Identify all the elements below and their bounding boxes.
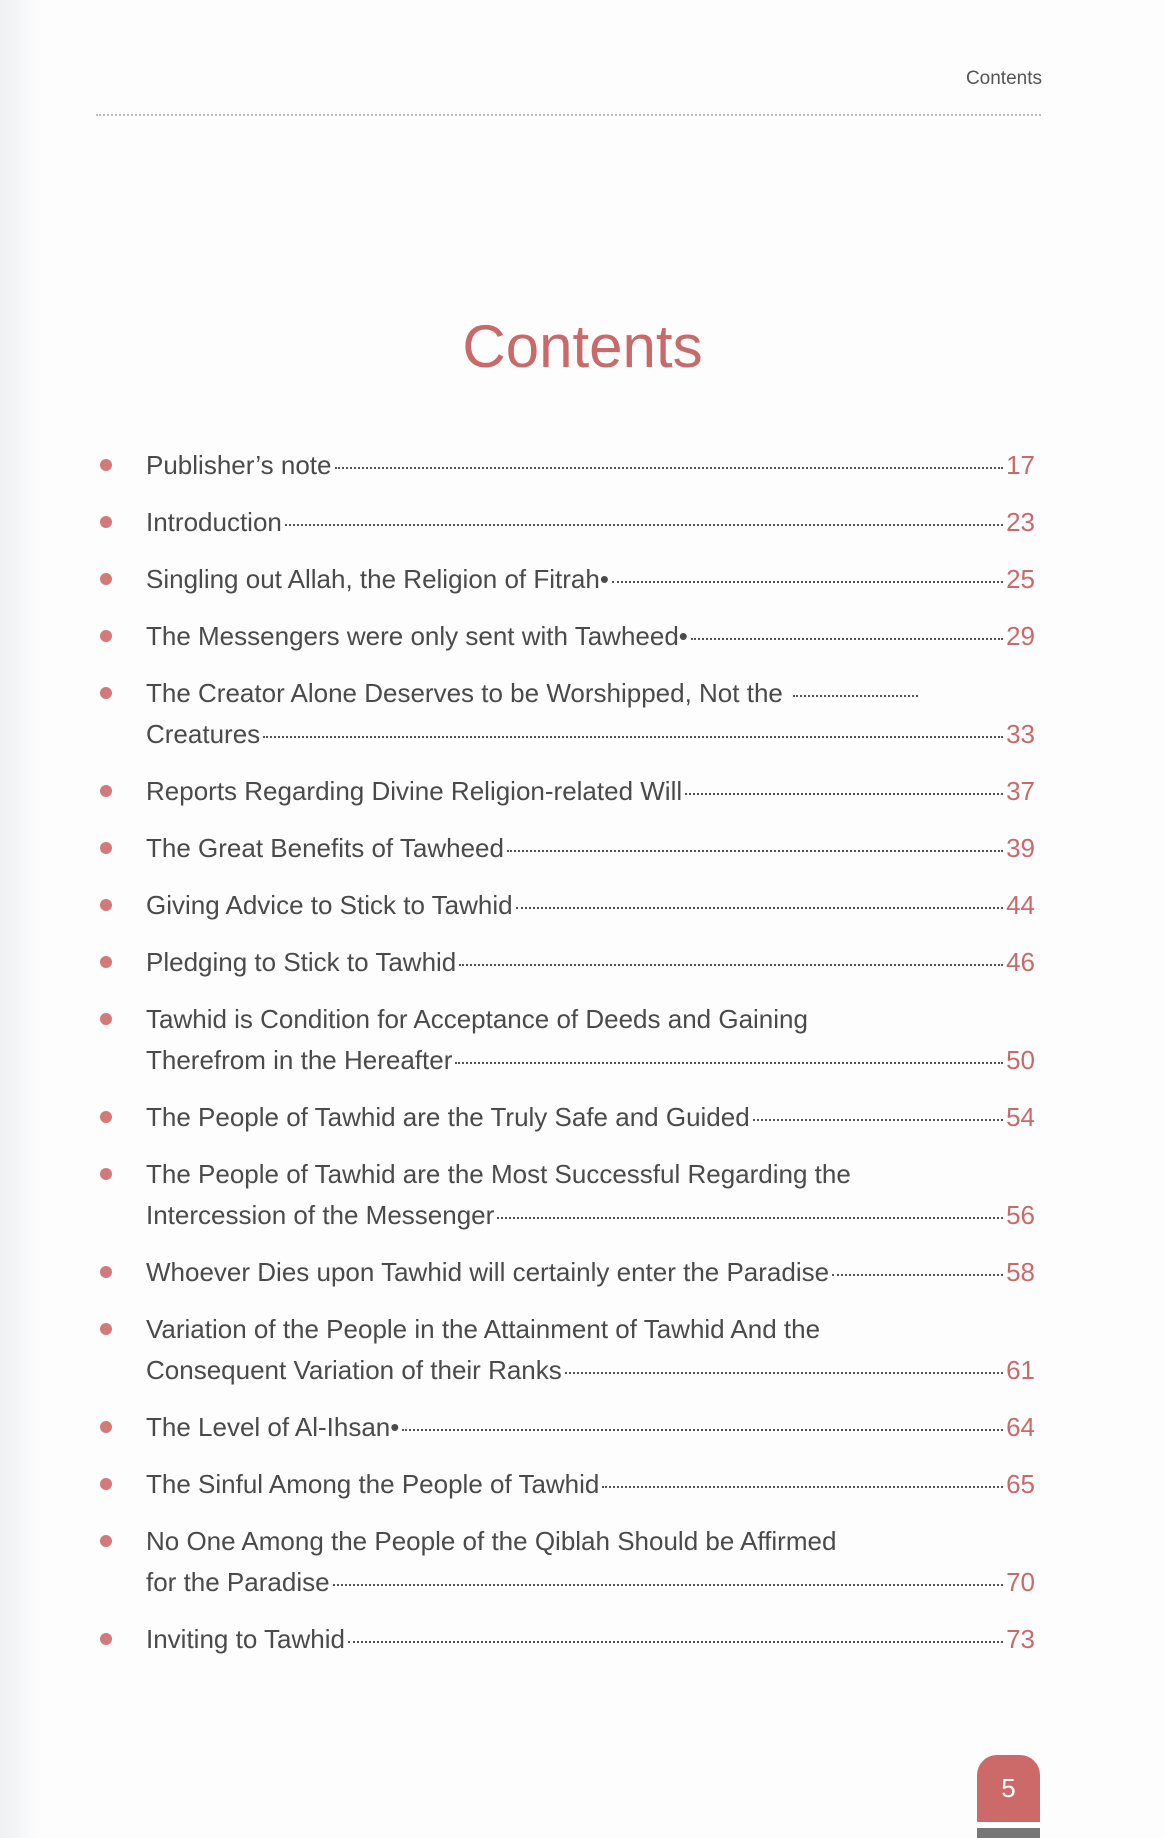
dot-leader [753,1119,1003,1121]
dot-leader [612,581,1003,583]
toc-entry[interactable] [96,942,1035,983]
toc-page-number: 54 [1006,1102,1035,1132]
toc-entry-title: The Creator Alone Deserves to be Worshipped, Not the [146,678,783,708]
toc-entry[interactable] [96,502,1035,543]
toc-entry-title: Whoever Dies upon Tawhid will certainly enter the Paradise [146,1257,830,1287]
toc-entry-line [146,616,1035,657]
toc-entry-title: Inviting to Tawhid [146,1624,345,1654]
toc-entry[interactable] [96,1309,1035,1391]
header-divider [96,114,1041,116]
toc-entry-title: The People of Tawhid are the Most Successful Regarding the [146,1159,851,1189]
toc-entry-line [146,771,1035,812]
toc-entry-title: Intercession of the Messenger [146,1200,495,1230]
toc-entry-title: Therefrom in the Hereafter [146,1045,453,1075]
table-of-contents [96,445,1035,1676]
toc-entry-line [146,1407,1035,1448]
dot-leader [285,524,1003,526]
toc-entry-line [146,942,1035,983]
toc-entry-line [146,1195,1035,1236]
bullet-icon [100,899,112,911]
toc-entry[interactable] [96,559,1035,600]
page-number-badge: 5 [977,1755,1040,1822]
bullet-icon [100,956,112,968]
toc-entry-line [146,1040,1035,1081]
toc-entry-line [146,1097,1035,1138]
toc-entry-title: Pledging to Stick to Tawhid [146,947,457,977]
toc-entry-title: Giving Advice to Stick to Tawhid [146,890,513,920]
toc-entry-line [146,1464,1035,1505]
toc-page-number: 33 [1006,719,1035,749]
toc-entry-line [146,445,1035,486]
dot-leader [459,964,1003,966]
bullet-icon [100,1633,112,1645]
bullet-icon [100,785,112,797]
toc-entry[interactable] [96,1252,1035,1293]
toc-page-number: 44 [1006,890,1035,920]
toc-entry-title: Consequent Variation of their Ranks [146,1355,562,1385]
toc-entry-title: Tawhid is Condition for Acceptance of Deeds and Gaining [146,1004,808,1034]
toc-entry-line [146,673,1035,714]
toc-entry-line [146,714,1035,755]
toc-page-number: 58 [1006,1257,1035,1287]
toc-entry-line [146,1309,1035,1350]
toc-entry-title: The Messengers were only sent with Tawheed• [146,621,688,651]
dot-leader [793,695,918,697]
dot-leader [685,793,1003,795]
toc-entry[interactable] [96,1464,1035,1505]
bullet-icon [100,842,112,854]
bullet-icon [100,573,112,585]
toc-entry-line [146,1252,1035,1293]
bullet-icon [100,516,112,528]
toc-entry-line [146,999,1035,1040]
toc-page-number: 17 [1006,450,1035,480]
toc-page-number: 56 [1006,1200,1035,1230]
toc-entry-line [146,828,1035,869]
toc-page-number: 65 [1006,1469,1035,1499]
toc-entry[interactable] [96,616,1035,657]
toc-page-number: 50 [1006,1045,1035,1075]
toc-entry[interactable] [96,1154,1035,1236]
toc-page-number: 39 [1006,833,1035,863]
bullet-icon [100,1111,112,1123]
toc-page-number: 25 [1006,564,1035,594]
bullet-icon [100,1168,112,1180]
toc-page-number: 29 [1006,621,1035,651]
toc-page-number: 46 [1006,947,1035,977]
toc-entry-title: Singling out Allah, the Religion of Fitrah• [146,564,609,594]
toc-entry-line [146,1562,1035,1603]
page-edge-shadow [0,0,40,1838]
toc-entry[interactable] [96,1097,1035,1138]
dot-leader [497,1217,1003,1219]
toc-page-number: 70 [1006,1567,1035,1597]
dot-leader [832,1274,1003,1276]
bullet-icon [100,1478,112,1490]
dot-leader [455,1062,1003,1064]
toc-entry-title: The Great Benefits of Tawheed [146,833,504,863]
dot-leader [333,1584,1004,1586]
toc-entry[interactable] [96,885,1035,926]
toc-entry-title: for the Paradise [146,1567,330,1597]
bullet-icon [100,1013,112,1025]
dot-leader [565,1372,1003,1374]
running-header: Contents [965,68,1042,89]
toc-entry-line [146,1350,1035,1391]
toc-entry-line [146,1619,1035,1660]
bullet-icon [100,1535,112,1547]
toc-entry-title: Publisher’s note [146,450,332,480]
bullet-icon [100,1421,112,1433]
toc-entry[interactable] [96,1521,1035,1603]
bullet-icon [100,459,112,471]
toc-entry-title: The Sinful Among the People of Tawhid [146,1469,600,1499]
toc-entry[interactable] [96,828,1035,869]
toc-page-number: 64 [1006,1412,1035,1442]
dot-leader [348,1641,1003,1643]
toc-page-number: 37 [1006,776,1035,806]
dot-leader [691,638,1003,640]
toc-entry-line [146,502,1035,543]
bullet-icon [100,687,112,699]
page-tab-bar [977,1828,1040,1838]
toc-entry[interactable] [96,999,1035,1081]
toc-entry-title: The Level of Al-Ihsan• [146,1412,400,1442]
toc-entry-line [146,1154,1035,1195]
toc-entry-line [146,1521,1035,1562]
toc-entry-title: Reports Regarding Divine Religion-related Will [146,776,683,806]
toc-page-number: 61 [1006,1355,1035,1385]
bullet-icon [100,630,112,642]
dot-leader [602,1486,1003,1488]
toc-entry[interactable] [96,1407,1035,1448]
page-title: Contents [462,313,703,380]
toc-entry-line [146,885,1035,926]
toc-entry[interactable] [96,771,1035,812]
toc-entry[interactable] [96,673,1035,755]
dot-leader [507,850,1003,852]
dot-leader [263,736,1003,738]
toc-entry-title: Creatures [146,719,261,749]
bullet-icon [100,1323,112,1335]
toc-page-number: 73 [1006,1624,1035,1654]
dot-leader [335,467,1004,469]
dot-leader [516,907,1003,909]
toc-entry-line [146,559,1035,600]
toc-entry-title: The People of Tawhid are the Truly Safe and Guided [146,1102,750,1132]
toc-entry[interactable] [96,1619,1035,1660]
dot-leader [402,1429,1003,1431]
toc-entry-title: No One Among the People of the Qiblah Should be Affirmed [146,1526,837,1556]
toc-entry-title: Introduction [146,507,282,537]
toc-entry-title: Variation of the People in the Attainment of Tawhid And the [146,1314,821,1344]
bullet-icon [100,1266,112,1278]
toc-page-number: 23 [1006,507,1035,537]
toc-entry[interactable] [96,445,1035,486]
